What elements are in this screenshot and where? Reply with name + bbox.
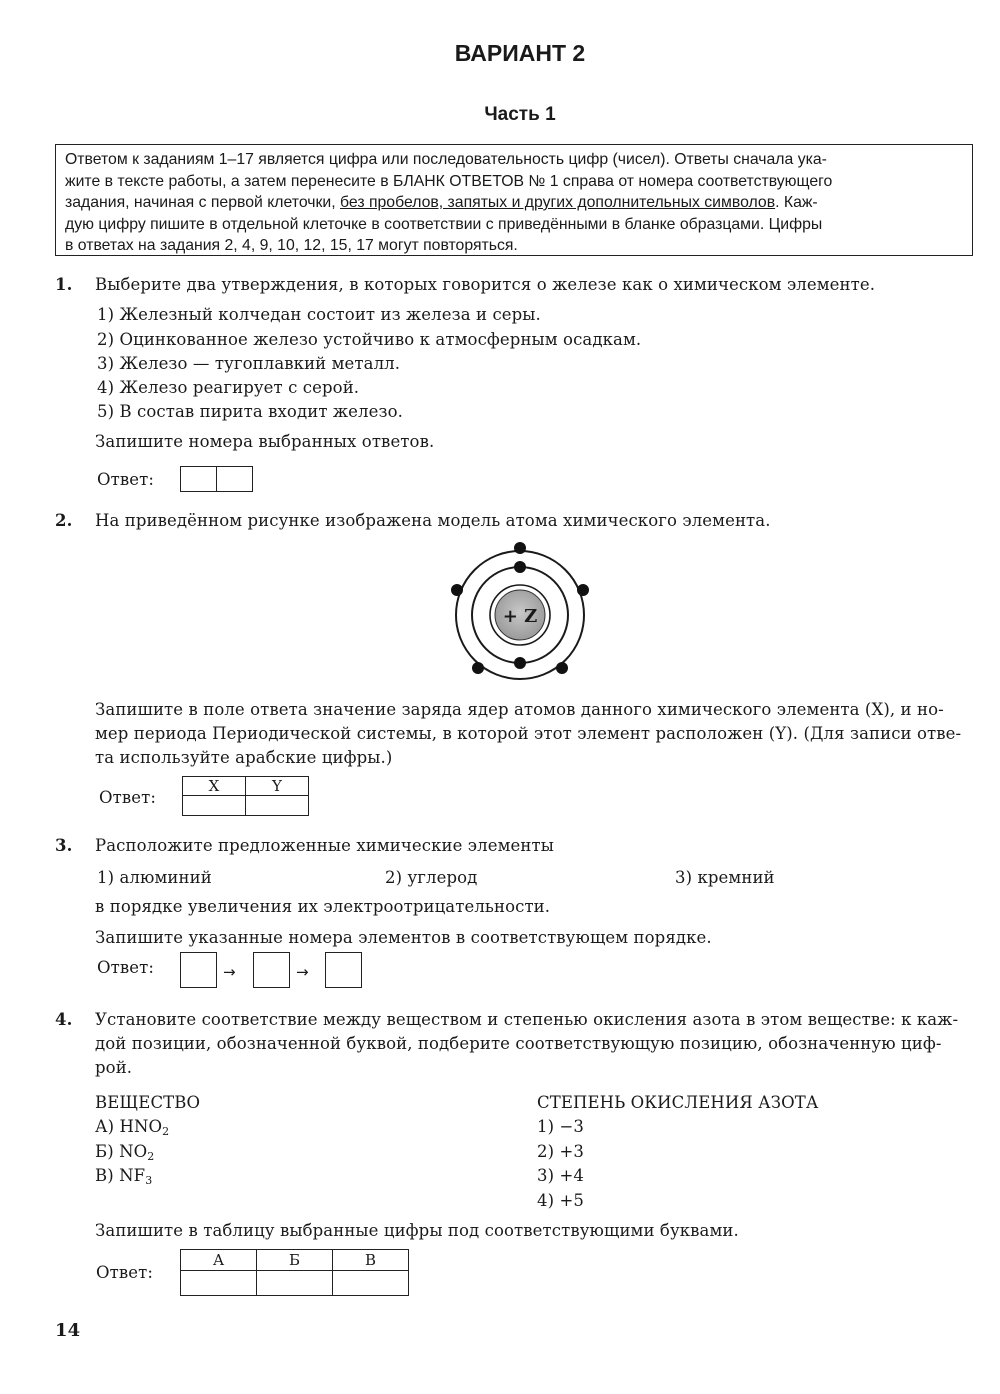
- instructions-box: [55, 144, 973, 256]
- column-header-oxidation: СТЕПЕНЬ ОКИСЛЕНИЯ АЗОТА: [537, 1093, 819, 1112]
- electron: [514, 542, 526, 554]
- table-header-b: Б: [257, 1250, 333, 1271]
- oxidation-option: 3) +4: [537, 1166, 585, 1185]
- question-instruction: Запишите номера выбранных ответов.: [95, 432, 435, 451]
- substance-formula: Б) NO: [95, 1142, 148, 1161]
- option-item: 4) Железо реагирует с серой.: [97, 378, 360, 397]
- electron: [514, 657, 526, 669]
- electron: [472, 662, 484, 674]
- subscript: 3: [145, 1174, 153, 1187]
- table-header-a: А: [181, 1250, 257, 1271]
- subscript: 2: [147, 1150, 155, 1163]
- electron: [514, 561, 526, 573]
- oxidation-option: 4) +5: [537, 1191, 585, 1210]
- question-instruction: Запишите указанные номера элементов в соответствующем порядке.: [95, 928, 712, 947]
- option-item: 2) Оцинкованное железо устойчиво к атмосферным осадкам.: [97, 330, 642, 349]
- instructions-line: [65, 192, 964, 214]
- element-option: 1) алюминий: [97, 868, 212, 887]
- arrow-icon: →: [223, 963, 236, 981]
- column-header-substance: ВЕЩЕСТВО: [95, 1093, 201, 1112]
- answer-label: Ответ:: [97, 958, 154, 977]
- question-number: 3.: [55, 836, 73, 855]
- question-text: Выберите два утверждения, в которых говорится о железе как о химическом элементе.: [95, 275, 876, 294]
- atom-model: [440, 535, 600, 695]
- answer-table: [182, 776, 309, 816]
- answer-cell[interactable]: [325, 952, 362, 988]
- answer-table: [180, 1249, 409, 1296]
- question-text: та используйте арабские цифры.): [95, 748, 393, 767]
- answer-label: Ответ:: [97, 470, 154, 489]
- question-number: 1.: [55, 275, 73, 294]
- instructions-text: . Каж-: [775, 194, 818, 211]
- instructions-text: задания, начиная с первой клеточки,: [65, 194, 341, 211]
- oxidation-option: 1) −3: [537, 1117, 585, 1136]
- electron: [556, 662, 568, 674]
- instructions-line: в ответах на задания 2, 4, 9, 10, 12, 15, 17 могут повторяться.: [65, 237, 518, 254]
- question-number: 4.: [55, 1010, 73, 1029]
- answer-cell[interactable]: [253, 952, 290, 988]
- substance-item: [95, 1142, 154, 1161]
- answer-cell[interactable]: [257, 1271, 333, 1296]
- arrow-icon: →: [296, 963, 309, 981]
- instructions-line: жите в тексте работы, а затем перенесите в БЛАНК ОТВЕТОВ № 1 справа от номера соответствующего: [65, 172, 833, 190]
- table-header-y: Y: [246, 777, 309, 796]
- answer-cell[interactable]: [216, 466, 253, 492]
- substance-item: [95, 1166, 152, 1185]
- question-text: в порядке увеличения их электроотрицательности.: [95, 897, 551, 916]
- answer-cell[interactable]: [180, 466, 217, 492]
- table-header-x: X: [183, 777, 246, 796]
- question-text: рой.: [95, 1058, 133, 1077]
- electron: [577, 584, 589, 596]
- table-header-v: В: [333, 1250, 409, 1271]
- element-option: 3) кремний: [675, 868, 775, 887]
- question-text: Расположите предложенные химические элементы: [95, 836, 554, 855]
- element-option: 2) углерод: [385, 868, 478, 887]
- page-title: ВАРИАНТ 2: [454, 40, 586, 66]
- oxidation-option: 2) +3: [537, 1142, 585, 1161]
- question-number: 2.: [55, 511, 73, 530]
- answer-cell[interactable]: [183, 796, 246, 816]
- answer-cell[interactable]: [246, 796, 309, 816]
- option-item: 1) Железный колчедан состоит из железа и серы.: [97, 305, 541, 324]
- option-item: 3) Железо — тугоплавкий металл.: [97, 354, 401, 373]
- subscript: 2: [162, 1125, 170, 1138]
- substance-formula: В) NF: [95, 1166, 146, 1185]
- answer-cell[interactable]: [333, 1271, 409, 1296]
- substance-item: [95, 1117, 169, 1136]
- nucleus-label: + Z: [502, 606, 538, 627]
- page-number: 14: [55, 1320, 81, 1341]
- answer-cell[interactable]: [181, 1271, 257, 1296]
- substance-formula: А) HNO: [95, 1117, 163, 1136]
- question-text: Установите соответствие между веществом и степенью окисления азота в этом веществе: к каж-: [95, 1010, 959, 1029]
- question-text: Запишите в поле ответа значение заряда ядер атомов данного химического элемента (X), и но-: [95, 700, 944, 719]
- instructions-underlined: без пробелов, запятых и других дополнительных символов: [340, 194, 776, 211]
- instructions-line: Ответом к заданиям 1–17 является цифра или последовательность цифр (чисел). Ответы сначала ука-: [65, 151, 827, 168]
- question-text: мер периода Периодической системы, в которой этот элемент расположен (Y). (Для записи отве-: [95, 724, 962, 743]
- answer-cell[interactable]: [180, 952, 217, 988]
- instructions-line: дую цифру пишите в отдельной клеточке в соответствии с приведёнными в бланке образцами. Цифры: [65, 215, 823, 233]
- question-text: дой позиции, обозначенной буквой, подберите соответствующую позицию, обозначенную циф-: [95, 1034, 942, 1053]
- question-instruction: Запишите в таблицу выбранные цифры под соответствующими буквами.: [95, 1221, 739, 1240]
- answer-label: Ответ:: [96, 1263, 153, 1282]
- part-title: Часть 1: [484, 104, 556, 125]
- question-text: На приведённом рисунке изображена модель атома химического элемента.: [95, 511, 771, 530]
- electron: [451, 584, 463, 596]
- option-item: 5) В состав пирита входит железо.: [97, 402, 403, 421]
- answer-label: Ответ:: [99, 788, 156, 807]
